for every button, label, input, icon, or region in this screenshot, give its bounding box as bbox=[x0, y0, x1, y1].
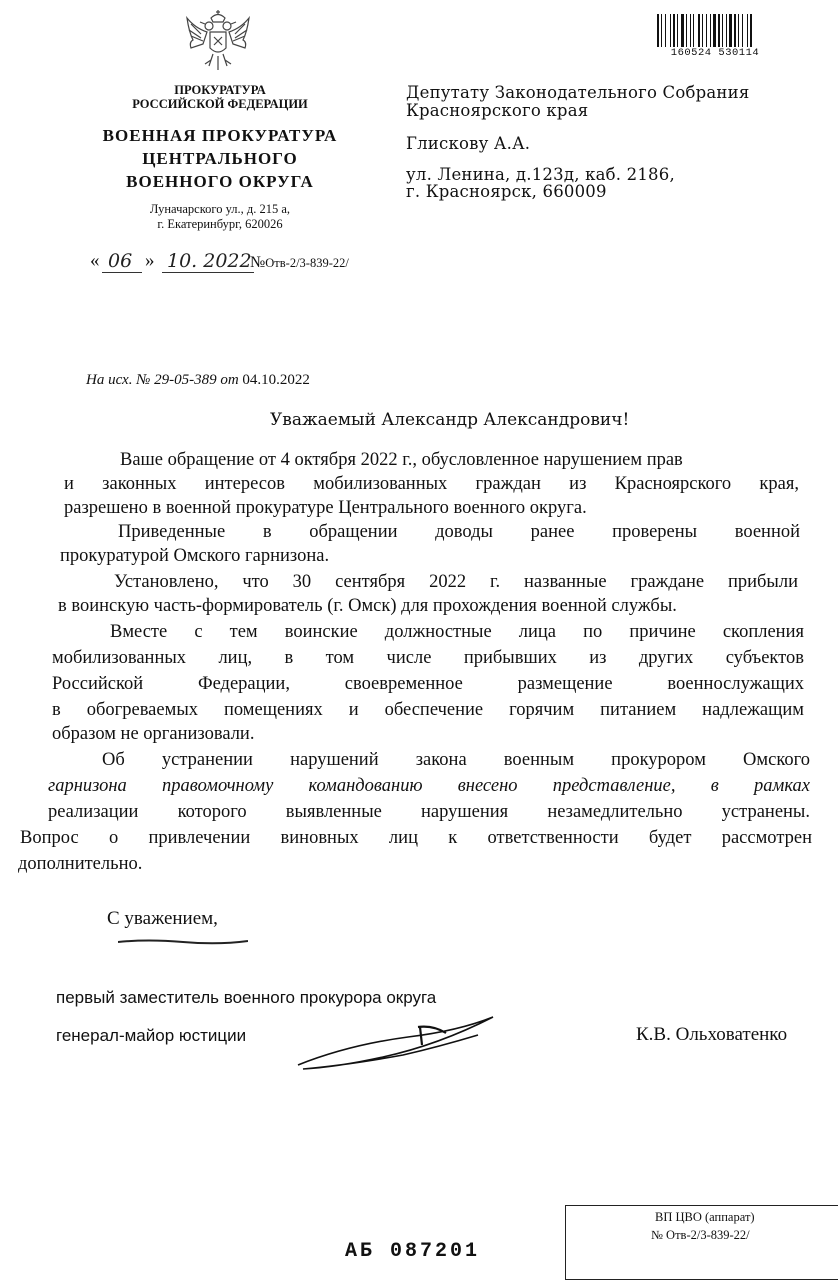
body-p1-line2: и законных интересов мобилизованных граждан из Красноярского края, bbox=[64, 474, 799, 494]
office-address-line1: Луначарского ул., д. 215 а, bbox=[149, 202, 291, 216]
body-p5-line3: реализации которого выявленные нарушения незамедлительно устранены. bbox=[48, 802, 810, 822]
body-p1-line1: Ваше обращение от 4 октября 2022 г., обусловленное нарушением прав bbox=[120, 450, 683, 470]
office-name-line3: ВОЕННОГО ОКРУГА bbox=[126, 172, 314, 191]
reference-date: 04.10.2022 bbox=[242, 372, 310, 388]
body-p2-line1: Приведенные в обращении доводы ранее проверены военной bbox=[118, 522, 800, 542]
body-p4-line2: мобилизованных лиц, в том числе прибывших из других субъектов bbox=[52, 648, 804, 668]
outgoing-date-number bbox=[90, 250, 390, 276]
signer-name: К.В. Ольховатенко bbox=[636, 1024, 788, 1045]
office-name-line1: ВОЕННАЯ ПРОКУРАТУРА bbox=[102, 126, 338, 145]
stamp-line1: ВП ЦВО (аппарат) bbox=[655, 1210, 755, 1224]
body-p5-line4: Вопрос о привлечении виновных лиц к ответственности будет рассмотрен bbox=[20, 828, 812, 848]
body-p5-line5: дополнительно. bbox=[18, 854, 143, 874]
agency-name-line2: РОССИЙСКОЙ ФЕДЕРАЦИИ bbox=[132, 97, 308, 111]
stamp-line2: № Отв-2/3-839-22/ bbox=[651, 1228, 750, 1242]
incoming-reference bbox=[86, 372, 310, 389]
signer-position-line1: первый заместитель военного прокурора округа bbox=[56, 988, 437, 1007]
signer-position-line2: генерал-майор юстиции bbox=[56, 1026, 247, 1045]
body-p3-line1: Установлено, что 30 сентября 2022 г. названные граждане прибыли bbox=[114, 572, 798, 592]
reference-prefix: На исх. № 29-05-389 от bbox=[86, 372, 239, 388]
addressee-city: г. Красноярск, 660009 bbox=[406, 182, 607, 201]
body-p3-line2: в воинскую часть-формирователь (г. Омск) для прохождения военной службы. bbox=[58, 596, 677, 616]
outgoing-number: Отв-2/3-839-22/ bbox=[265, 256, 349, 270]
body-p1-line3: разрешено в военной прокуратуре Центрального военного округа. bbox=[64, 498, 587, 518]
date-open-quote: « bbox=[90, 250, 100, 271]
body-p5-line1: Об устранении нарушений закона военным прокурором Омского bbox=[102, 750, 810, 770]
handwritten-signature bbox=[288, 1005, 508, 1075]
number-sign: № bbox=[250, 254, 266, 271]
addressee-line1: Депутату Законодательного Собрания bbox=[406, 83, 750, 102]
salutation: Уважаемый Александр Александрович! bbox=[270, 410, 630, 430]
office-name-line2: ЦЕНТРАЛЬНОГО bbox=[142, 149, 298, 168]
closing-regards: С уважением, bbox=[107, 908, 218, 929]
addressee-name: Глискову А.А. bbox=[406, 134, 531, 153]
date-close-quote: » bbox=[145, 250, 155, 271]
body-p4-line5: образом не организовали. bbox=[52, 724, 255, 744]
body-p4-line3: Российской Федерации, своевременное размещение военнослужащих bbox=[52, 674, 804, 694]
office-address-line2: г. Екатеринбург, 620026 bbox=[157, 217, 283, 231]
agency-name-line1: ПРОКУРАТУРА bbox=[174, 83, 266, 97]
handwritten-underline bbox=[118, 938, 248, 946]
coat-of-arms-emblem bbox=[183, 10, 253, 72]
date-day-handwritten: 06 bbox=[108, 250, 133, 272]
date-month-year-handwritten: 10. 2022 bbox=[167, 250, 252, 272]
addressee-street: ул. Ленина, д.123д, каб. 2186, bbox=[406, 165, 675, 184]
addressee-line2: Красноярского края bbox=[406, 101, 589, 120]
body-p4-line1: Вместе с тем воинские должностные лица по причине скопления bbox=[110, 622, 804, 642]
body-p2-line2: прокуратурой Омского гарнизона. bbox=[60, 546, 330, 566]
barcode-digits: 160524 530114 bbox=[655, 47, 775, 59]
body-p4-line4: в обогреваемых помещениях и обеспечение горячим питанием надлежащим bbox=[52, 700, 804, 720]
blank-serial-number: АБ 087201 bbox=[345, 1240, 481, 1263]
body-p5-line2: гарнизона правомочному командованию внесено представление, в рамках bbox=[48, 776, 810, 796]
